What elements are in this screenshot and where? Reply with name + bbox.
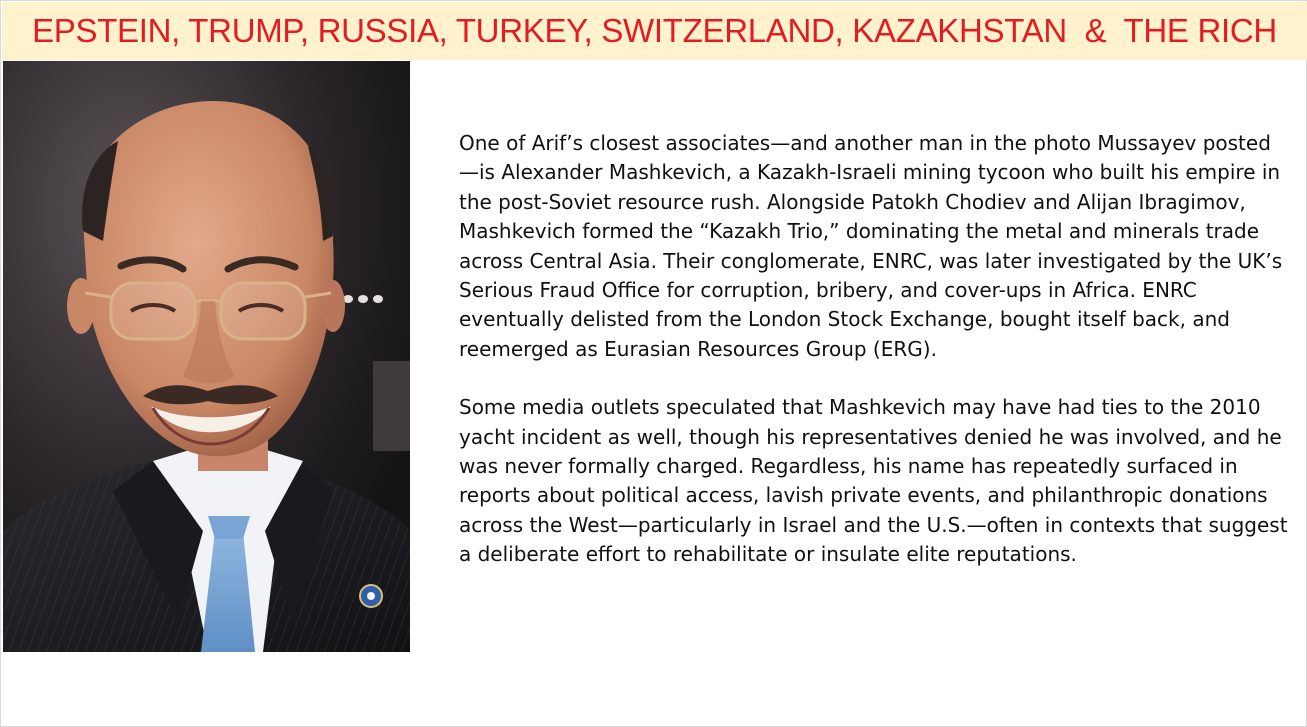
portrait-photo bbox=[3, 61, 410, 652]
title-bar bbox=[2, 2, 1307, 60]
paragraph-1: One of Arif’s closest associates—and another man in the photo Mussayev posted—is Alexander Mashkevich, a Kazakh-Israeli mining tycoon who built his empire in the post-Soviet resource rush. Alongside Patokh Chodiev and Alijan Ibragimov, Mashkevich formed the “Kazakh Trio,” dominating the metal and minerals trade across Central Asia. Their conglomerate, ENRC, was later investigated by the UK’s Serious Fraud Office for corruption, bribery, and cover-ups in Africa. ENRC eventually delisted from the London Stock Exchange, bought itself back, and reemerged as Eurasian Resources Group (ERG). bbox=[459, 131, 1283, 361]
body-text bbox=[459, 129, 1289, 570]
paragraph-2: Some media outlets speculated that Mashkevich may have had ties to the 2010 yacht incident as well, though his representatives denied he was involved, and he was never formally charged. Regardless, his name has repeatedly surfaced in reports about political access, lavish private events, and philanthropic donations across the West—particularly in Israel and the U.S.—often in contexts that suggest a deliberate effort to rehabilitate or insulate elite reputations. bbox=[459, 395, 1288, 567]
slide-title: EPSTEIN, TRUMP, RUSSIA, TURKEY, SWITZERLAND, KAZAKHSTAN & THE RICH bbox=[32, 12, 1277, 49]
portrait-illustration bbox=[3, 61, 410, 652]
